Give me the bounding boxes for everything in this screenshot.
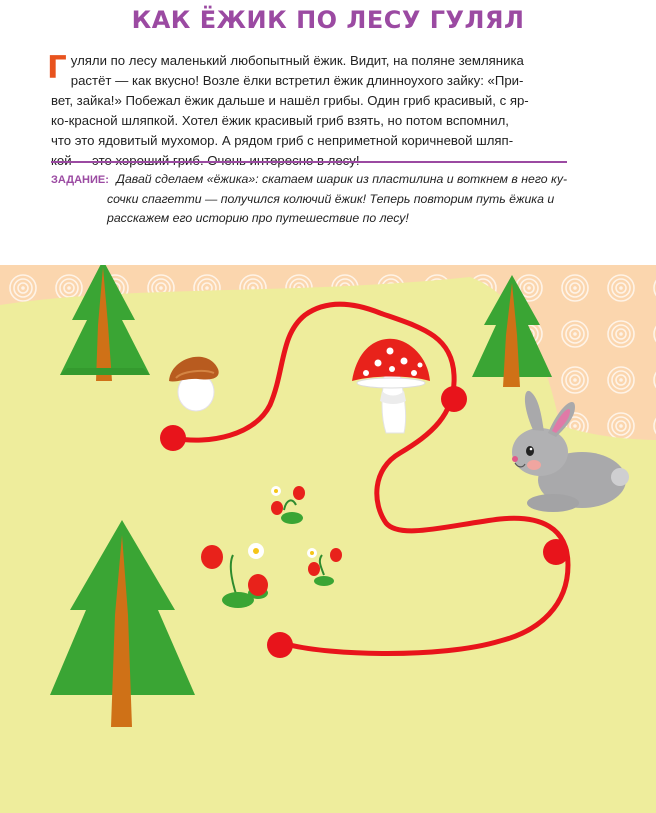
route-checkpoint-dot xyxy=(441,386,467,412)
route-start-dot xyxy=(160,425,186,451)
route-checkpoint-dot xyxy=(543,539,569,565)
story-text xyxy=(47,50,579,171)
task-block xyxy=(51,170,571,228)
route-end-dot xyxy=(267,632,293,658)
section-divider xyxy=(51,161,567,163)
task-label: ЗАДАНИЕ: xyxy=(51,174,109,186)
story-line: вет, зайка!» Побежал ёжик дальше и нашёл грибы. Один гриб красивый, с яр- xyxy=(51,93,529,108)
story-line: что это ядовитый мухомор. А рядом гриб с неприметной коричневой шляп- xyxy=(51,133,514,148)
task-line: расскажем его историю про путешествие по лесу! xyxy=(107,211,409,225)
story-line: уляли по лесу маленький любопытный ёжик. Видит, на поляне земляника xyxy=(70,53,524,68)
forest-illustration xyxy=(0,265,656,813)
task-line: сочки спагетти — получился колючий ёжик! Теперь повторим путь ёжика и xyxy=(107,192,555,206)
story-line: растёт — как вкусно! Возле ёлки встретил ёжик длинноухого зайку: «При- xyxy=(70,73,524,88)
drop-cap: Г xyxy=(47,50,67,86)
story-line: ко-красной шляпкой. Хотел ёжик красивый гриб взять, но потом вспомнил, xyxy=(51,113,509,128)
page-title: КАК ЁЖИК ПО ЛЕСУ ГУЛЯЛ xyxy=(131,6,525,34)
task-line: Давай сделаем «ёжика»: скатаем шарик из пластилина и воткнем в него ку- xyxy=(116,172,568,186)
story-line: кой — это хороший гриб. Очень интересно в лесу! xyxy=(51,153,360,168)
